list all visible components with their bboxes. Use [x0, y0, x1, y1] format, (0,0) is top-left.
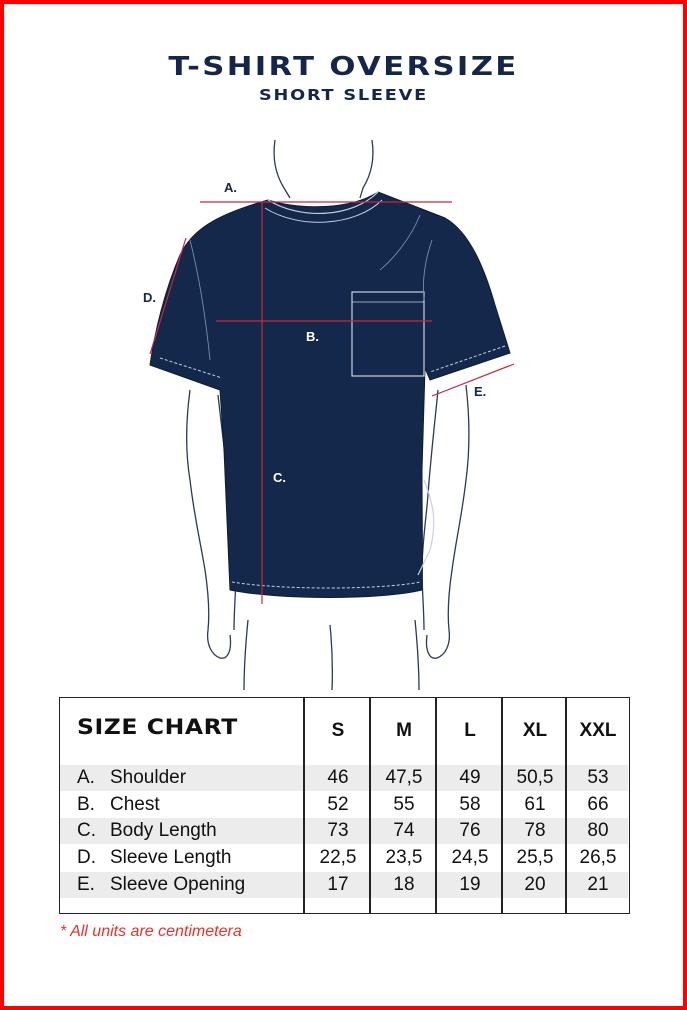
- table-cell: 53: [587, 767, 609, 788]
- size-chart-title: SIZE CHART: [77, 715, 238, 739]
- table-cell: 24,5: [451, 847, 489, 868]
- table-cell: 47,5: [385, 767, 423, 788]
- column-divider: [435, 698, 437, 913]
- table-cell: 74: [393, 820, 415, 841]
- table-row-body-length: [60, 818, 628, 844]
- column-divider: [565, 698, 567, 913]
- table-cell: 17: [327, 874, 349, 895]
- row-name: Chest: [110, 794, 160, 815]
- tshirt-shape: [150, 192, 510, 598]
- table-cell: 19: [459, 874, 481, 895]
- table-row-chest: [60, 792, 628, 818]
- table-cell: 26,5: [579, 847, 617, 868]
- table-cell: 76: [459, 820, 481, 841]
- table-cell: 18: [393, 874, 415, 895]
- row-letter: B.: [77, 794, 95, 815]
- row-letter: A.: [77, 767, 95, 788]
- table-row-sleeve-opening: [60, 872, 628, 898]
- size-header-l: L: [464, 720, 476, 741]
- label-c: C.: [273, 470, 286, 485]
- table-cell: 49: [459, 767, 481, 788]
- size-header-xl: XL: [522, 720, 548, 741]
- column-divider: [501, 698, 503, 913]
- row-name: Sleeve Length: [110, 847, 232, 868]
- table-cell: 80: [587, 820, 609, 841]
- size-header-s: S: [331, 720, 345, 741]
- column-divider: [303, 698, 305, 913]
- tshirt-measurement-illustration: [0, 120, 687, 690]
- size-header-xxl: XXL: [579, 720, 617, 741]
- row-letter: E.: [77, 874, 95, 895]
- units-footnote: * All units are centimetera: [60, 923, 242, 940]
- table-cell: 66: [587, 794, 609, 815]
- table-row-shoulder: [60, 765, 628, 791]
- table-cell: 21: [587, 874, 609, 895]
- size-header-m: M: [396, 720, 412, 741]
- size-chart-table: [59, 697, 630, 914]
- table-cell: 23,5: [385, 847, 423, 868]
- row-name: Sleeve Opening: [110, 874, 246, 895]
- row-name: Shoulder: [110, 767, 187, 788]
- row-name: Body Length: [110, 820, 217, 841]
- column-divider: [369, 698, 371, 913]
- table-cell: 46: [327, 767, 349, 788]
- row-letter: C.: [77, 820, 96, 841]
- page-title: T-SHIRT OVERSIZE: [168, 52, 519, 82]
- table-cell: 78: [524, 820, 546, 841]
- table-cell: 25,5: [516, 847, 554, 868]
- row-letter: D.: [77, 847, 96, 868]
- table-cell: 52: [327, 794, 349, 815]
- label-e: E.: [474, 384, 487, 399]
- label-a: A.: [224, 180, 237, 195]
- table-cell: 20: [524, 874, 546, 895]
- table-cell: 61: [524, 794, 546, 815]
- label-b: B.: [306, 329, 319, 344]
- table-cell: 22,5: [319, 847, 357, 868]
- table-cell: 50,5: [516, 767, 554, 788]
- label-d: D.: [143, 290, 156, 305]
- page-subtitle: SHORT SLEEVE: [259, 86, 428, 104]
- table-row-sleeve-length: [60, 845, 628, 871]
- table-cell: 55: [393, 794, 415, 815]
- table-cell: 73: [327, 820, 349, 841]
- table-cell: 58: [459, 794, 481, 815]
